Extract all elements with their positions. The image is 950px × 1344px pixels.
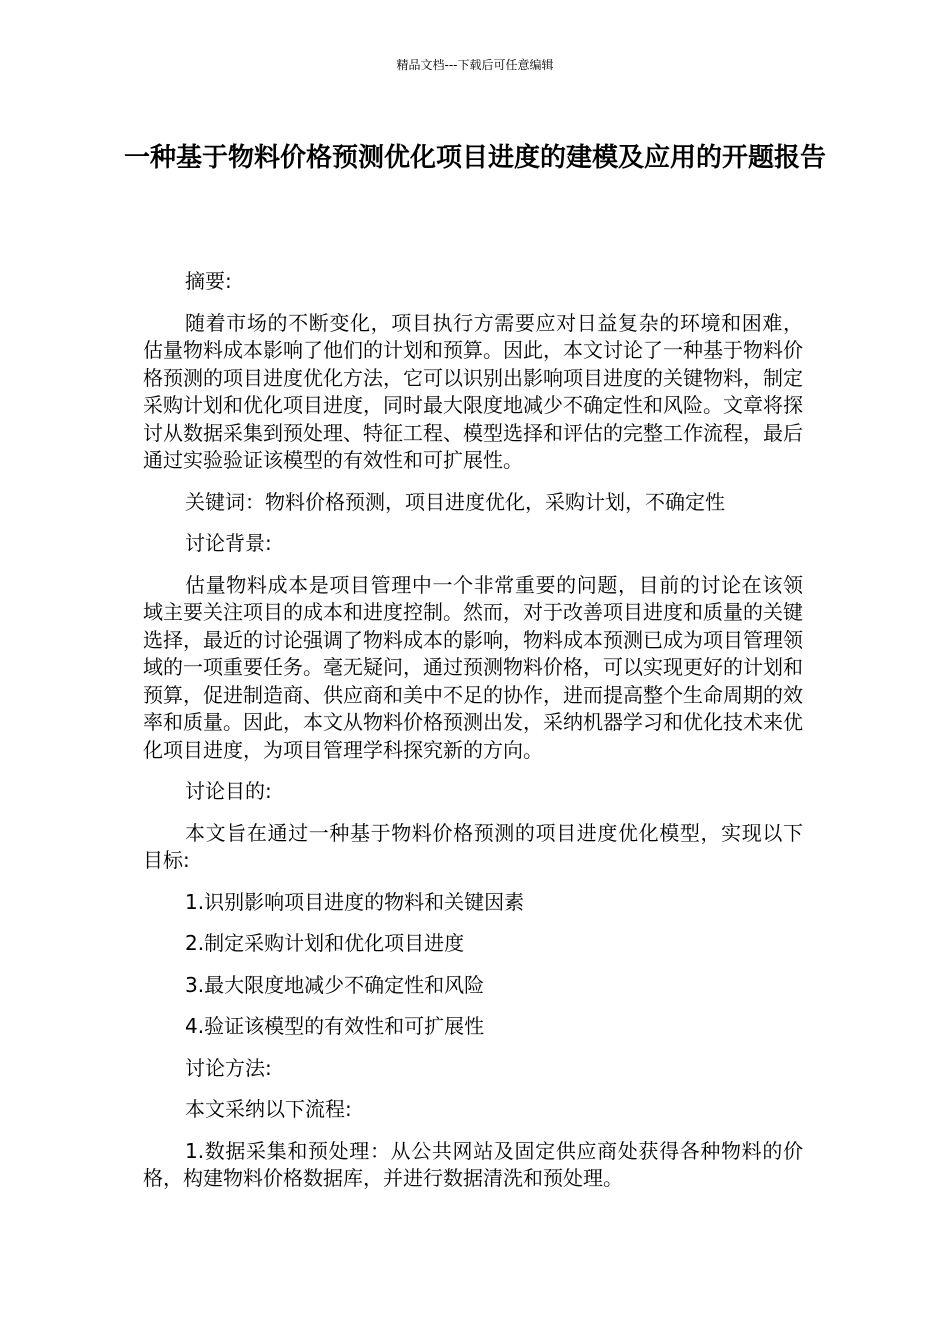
goal-item: 3.最大限度地减少不确定性和风险 xyxy=(185,972,485,997)
keywords-line: 关键词：物料价格预测，项目进度优化，采购计划，不确定性 xyxy=(185,489,725,514)
abstract-paragraph: 随着市场的不断变化，项目执行方需要应对日益复杂的环境和困难，估量物料成本影响了他们的计划和预算。因此，本文讨论了一种基于物料价格预测的项目进度优化方法，它可以识别出影响项目进度的关键物料，制定采购计划和优化项目进度，同时最大限度地减少不确定性和风险。文章将探讨从数据采集到预处理、特征工程、模型选择和评估的完整工作流程，最后通过实验验证该模型的有效性和可扩展性。 xyxy=(143,310,803,472)
method-heading: 讨论方法: xyxy=(185,1055,272,1080)
background-heading: 讨论背景: xyxy=(185,531,272,555)
purpose-paragraph: 本文旨在通过一种基于物料价格预测的项目进度优化模型，实现以下目标: xyxy=(143,820,803,872)
method-step: 1.数据采集和预处理：从公共网站及固定供应商处获得各种物料的价格，构建物料价格数据库，并进行数据清洗和预处理。 xyxy=(143,1138,803,1190)
background-paragraph: 估量物料成本是项目管理中一个非常重要的问题，目前的讨论在该领域主要关注项目的成本和进度控制。然而，对于改善项目进度和质量的关键选择，最近的讨论强调了物料成本的影响，物料成本预测已成为项目管理领域的一项重要任务。毫无疑问，通过预测物料价格，可以实现更好的计划和预算，促进制造商、供应商和美中不足的协作，进而提高整个生命周期的效率和质量。因此，本文从物料价格预测出发，采纳机器学习和优化技术来优化项目进度，为项目管理学科探究新的方向。 xyxy=(143,572,803,762)
goal-item: 2.制定采购计划和优化项目进度 xyxy=(185,931,465,955)
goal-item: 4.验证该模型的有效性和可扩展性 xyxy=(185,1014,485,1038)
document-title: 一种基于物料价格预测优化项目进度的建模及应用的开题报告 xyxy=(123,143,826,173)
abstract-heading: 摘要: xyxy=(185,269,232,293)
method-intro: 本文采纳以下流程: xyxy=(185,1097,352,1121)
header-note: 精品文档---下载后可任意编辑 xyxy=(396,58,554,72)
purpose-heading: 讨论目的: xyxy=(185,779,272,803)
goal-item: 1.识别影响项目进度的物料和关键因素 xyxy=(185,889,525,914)
document-body xyxy=(143,268,803,1207)
